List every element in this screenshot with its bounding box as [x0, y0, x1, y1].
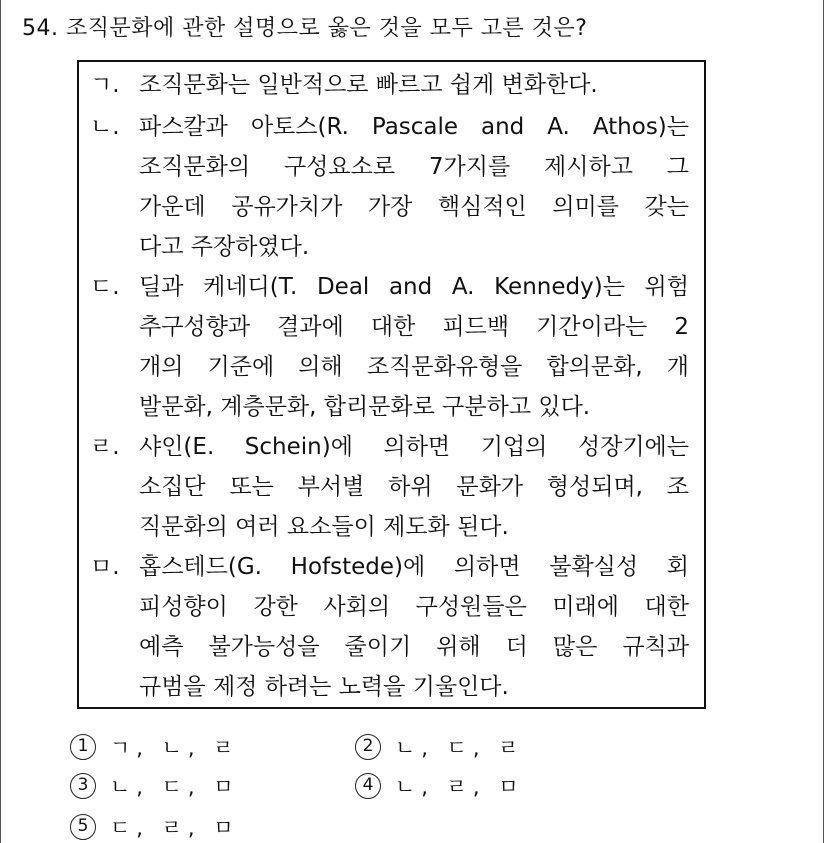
statement-marker: ㅁ. [90, 554, 120, 580]
choice-number-badge: 3 [70, 773, 96, 799]
statement-line: 조직문화는 일반적으로 빠르고 쉽게 변화한다. [139, 72, 598, 98]
statement-line: 파스칼과 아토스(R. Pascale and A. Athos)는 [139, 114, 689, 140]
statement-line: 발문화, 계층문화, 합리문화로 구분하고 있다. [139, 394, 591, 420]
choice-number-badge: 4 [355, 773, 381, 799]
answer-choice-5[interactable] [70, 812, 240, 842]
statement-line: 샤인(E. Schein)에 의하면 기업의 성장기에는 [139, 434, 689, 460]
statement-line: 홉스테드(G. Hofstede)에 의하면 불확실성 회 [139, 554, 689, 580]
answer-choice-2[interactable] [355, 732, 525, 762]
statement-marker: ㄴ. [90, 114, 120, 140]
choice-text: ㄴ, ㄹ, ㅁ [395, 775, 525, 799]
choice-text: ㄴ, ㄷ, ㄹ [395, 736, 525, 760]
statement-marker: ㄹ. [90, 434, 120, 460]
question-title [22, 11, 587, 42]
question-text: 조직문화에 관한 설명으로 옳은 것을 모두 고른 것은? [66, 16, 588, 41]
statement-marker: ㄷ. [90, 274, 120, 300]
choice-text: ㄴ, ㄷ, ㅁ [110, 775, 240, 799]
statement-line: 조직문화의 구성요소로 7가지를 제시하고 그 [139, 154, 689, 180]
statement-marker: ㄱ. [90, 72, 120, 98]
answer-choice-1[interactable] [70, 732, 240, 762]
choice-number-badge: 1 [70, 734, 96, 760]
statement-line: 예측 불가능성을 줄이기 위해 더 많은 규칙과 [139, 634, 689, 660]
statement-line: 직문화의 여러 요소들이 제도화 된다. [139, 514, 509, 540]
statement-line: 다고 주장하였다. [139, 234, 310, 260]
statement-line: 추구성향과 결과에 대한 피드백 기간이라는 2 [139, 314, 689, 340]
choice-number-badge: 2 [355, 734, 381, 760]
answer-choice-4[interactable] [355, 771, 525, 801]
statement-line: 규범을 제정 하려는 노력을 기울인다. [139, 674, 509, 700]
statement-line: 개의 기준에 의해 조직문화유형을 합의문화, 개 [139, 354, 689, 380]
statement-line: 소집단 또는 부서별 하위 문화가 형성되며, 조 [139, 474, 689, 500]
choice-text: ㄱ, ㄴ, ㄹ [110, 736, 240, 760]
statement-line: 피성향이 강한 사회의 구성원들은 미래에 대한 [139, 594, 689, 620]
question-number: 54. [22, 16, 59, 41]
statement-box [77, 60, 706, 709]
answer-choice-3[interactable] [70, 771, 240, 801]
statement-line: 딜과 케네디(T. Deal and A. Kennedy)는 위험 [139, 274, 689, 300]
choice-text: ㄷ, ㄹ, ㅁ [110, 816, 240, 840]
choice-number-badge: 5 [70, 814, 96, 840]
statement-line: 가운데 공유가치가 가장 핵심적인 의미를 갖는 [139, 194, 689, 220]
